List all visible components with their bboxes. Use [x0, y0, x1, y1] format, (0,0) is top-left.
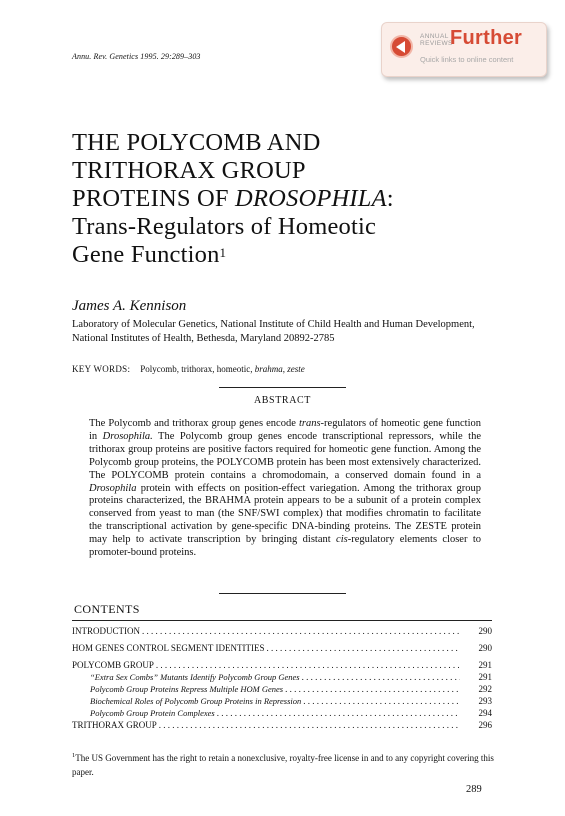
keywords-comma: , — [282, 364, 286, 374]
title-line-4: Trans-Regulators of Homeotic — [72, 213, 377, 240]
toc-entry-page: 293 — [478, 696, 492, 706]
abstract-rule-top — [219, 387, 346, 388]
abstract-italic-4: cis — [336, 534, 348, 546]
title-footnote-mark[interactable]: 1 — [219, 245, 227, 260]
toc-leader-dots — [140, 625, 460, 637]
play-back-icon — [390, 35, 413, 58]
toc-entry-page: 292 — [478, 684, 492, 694]
toc-entry-title: Polycomb Group Protein Complexes — [90, 708, 215, 718]
toc-leader-dots — [300, 671, 460, 683]
title-line-3-prefix: PROTEINS OF — [72, 185, 236, 212]
toc-leader-dots — [301, 695, 460, 707]
toc-entry-protein-complexes[interactable] — [72, 707, 492, 719]
footnote-mark: 1 — [72, 752, 76, 759]
abstract-italic-2: Drosophila. — [102, 430, 153, 442]
abstract-italic-3: Drosophila — [89, 482, 137, 494]
toc-entry-title: “Extra Sex Combs” Mutants Identify Polycomb Group Genes — [90, 672, 300, 682]
toc-leader-dots — [154, 659, 460, 671]
footnote-text: The US Government has the right to retain a nonexclusive, royalty-free license in and to any copyright covering this paper. — [72, 753, 494, 777]
further-brand-top: ANNUAL — [420, 33, 449, 40]
toc-entry-hom-genes[interactable] — [72, 642, 492, 654]
toc-entry-extra-sex-combs[interactable] — [72, 671, 492, 683]
page-number: 289 — [466, 784, 482, 795]
title-line-2: TRITHORAX GROUP — [72, 157, 306, 184]
toc-entry-introduction[interactable] — [72, 625, 492, 637]
toc-leader-dots — [215, 707, 460, 719]
title-line-3-suffix: : — [386, 185, 394, 212]
toc-leader-dots — [157, 719, 460, 731]
abstract-text-2: -regulators of homeotic gene function in — [89, 418, 481, 442]
abstract-italic-1: trans — [298, 418, 321, 429]
abstract-text-4: protein with effects on position-effect variegation. Among the trithorax group proteins characterized, the BRAHMA protein appears to be a subunit of a protein complex conserved from yeast to man (the SNF/SWI complex) that modifies chromatin to facilitate the transcriptional activation by gene-specific DNA-binding proteins. The ZESTE protein may help to activate transcription by bringing distant — [89, 482, 481, 546]
title-line-1: THE POLYCOMB AND — [72, 129, 321, 156]
further-word: Further — [450, 27, 523, 49]
keywords-label: KEY WORDS: — [72, 364, 131, 374]
further-tagline: Quick links to online content — [420, 55, 514, 64]
article-title — [72, 129, 512, 269]
toc-entry-page: 290 — [478, 626, 492, 636]
title-line-5 — [72, 241, 512, 269]
abstract-heading: ABSTRACT — [253, 395, 312, 406]
abstract-text-1: The Polycomb and trithorax group genes encode — [89, 418, 299, 429]
abstract-rule-bottom — [219, 593, 346, 594]
contents-heading: CONTENTS — [74, 602, 140, 616]
toc-entry-page: 291 — [478, 660, 492, 670]
title-line-3 — [72, 185, 512, 213]
toc-entry-page: 290 — [478, 643, 492, 653]
abstract-text-3: The Polycomb group genes encode transcriptional repressors, while the trithorax group proteins are positive factors required for homeotic gene function. Among the Polycomb group proteins, the POLYCOMB protein has been most extensively characterized. The POLYCOMB protein contains a chromodomain, a conserved domain found in a — [89, 430, 482, 481]
abstract-body — [89, 418, 481, 560]
table-of-contents — [72, 625, 492, 731]
toc-entry-title: TRITHORAX GROUP — [72, 720, 157, 730]
keywords-plain: Polycomb, trithorax, homeotic, — [140, 364, 253, 374]
title-line-3-italic: DROSOPHILA — [235, 185, 387, 212]
footnote — [72, 749, 497, 779]
further-badge[interactable] — [381, 22, 547, 77]
toc-entry-title: HOM GENES CONTROL SEGMENT IDENTITIES — [72, 643, 265, 653]
keywords — [72, 364, 305, 374]
toc-entry-title: POLYCOMB GROUP — [72, 660, 154, 670]
journal-citation: Annu. Rev. Genetics 1995. 29:289–303 — [72, 52, 201, 61]
author-affiliation: Laboratory of Molecular Genetics, National Institute of Child Health and Human Development, National Institutes of Health, Bethesda, Maryland 20892-2785 — [72, 319, 475, 344]
toc-entry-biochemical-roles[interactable] — [72, 695, 492, 707]
toc-entry-trithorax-group[interactable] — [72, 719, 492, 731]
toc-entry-page: 294 — [478, 708, 492, 718]
further-brand-bottom: REVIEWS — [420, 40, 453, 47]
toc-entry-page: 291 — [478, 672, 492, 682]
toc-entry-title: Biochemical Roles of Polycomb Group Proteins in Repression — [90, 696, 302, 706]
toc-entry-title: Polycomb Group Proteins Repress Multiple HOM Genes — [90, 684, 284, 694]
contents-rule — [72, 620, 492, 621]
toc-entry-page: 296 — [478, 720, 492, 730]
abstract-text-5: -regulatory elements closer to promoter-bound proteins. — [89, 534, 481, 559]
toc-leader-dots — [265, 642, 461, 654]
author-name: James A. Kennison — [72, 298, 187, 314]
keyword-brahma: brahma — [254, 364, 283, 374]
toc-entry-title: INTRODUCTION — [72, 626, 140, 636]
title-line-5-text: Gene Function — [72, 241, 220, 268]
keywords-values — [140, 364, 305, 374]
toc-leader-dots — [283, 683, 460, 695]
toc-entry-polycomb-group[interactable] — [72, 659, 492, 671]
toc-entry-repress-hom-genes[interactable] — [72, 683, 492, 695]
keyword-zeste: zeste — [287, 364, 305, 374]
